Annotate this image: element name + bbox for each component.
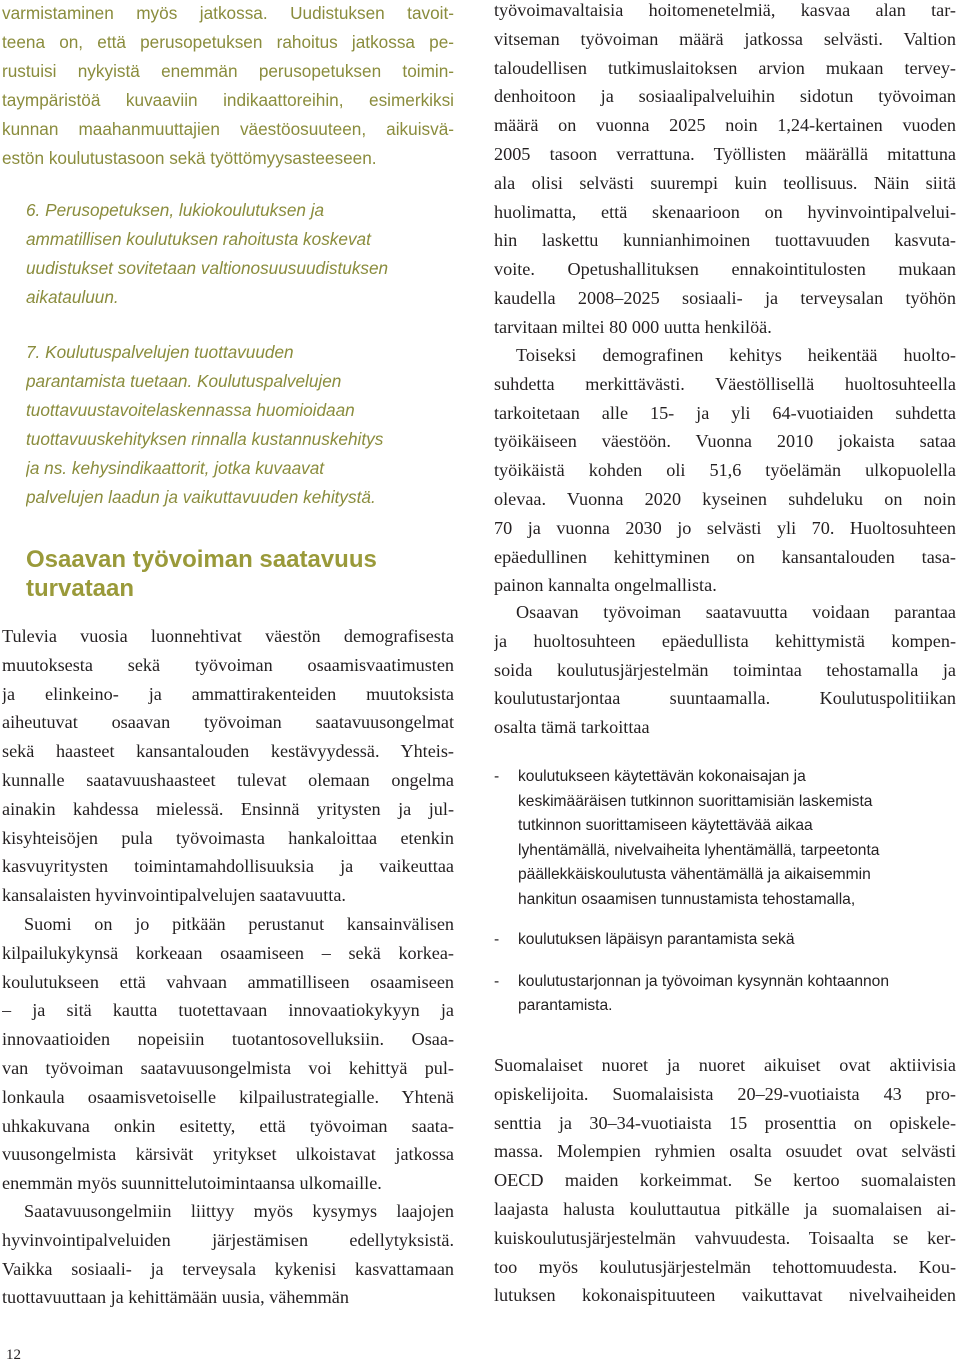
text-line: muutoksesta sekä työvoiman osaamisvaatimusten	[2, 654, 454, 675]
text-line: voite. Opetushallituksen ennakointitulosten mukaan	[494, 259, 956, 280]
text-line: palvelujen laadun ja vaikuttavuuden kehitystä.	[26, 487, 376, 507]
text-line: ja elinkeino- ja ammattirakenteiden muutoksista	[2, 683, 454, 704]
text-line: suhdetta merkittävästi. Väestöllisellä huoltosuhteella	[494, 373, 956, 394]
text-line: epäedullinen kehittyminen on kansantalouden tasa-	[494, 546, 956, 567]
body-paragraph-3	[2, 1197, 454, 1312]
text-line: innovaatioiden nopeisiin tuotantosovelluksiin. Osaa-	[2, 1029, 454, 1050]
text-line: työvoimavaltaisia hoitomenetelmiä, kasvaa alan tar-	[494, 0, 956, 20]
intro-paragraph	[2, 0, 454, 173]
list-item	[494, 928, 956, 953]
text-line: kuiskoulutusjärjestelmän vahvuudesta. Toisaalta se ker-	[494, 1227, 956, 1248]
text-line: denhoitoon ja sosiaalipalveluihin sidotun työvoiman	[494, 86, 956, 107]
text-line: työikäiseen väestöön. Vuonna 2010 jokaista sataa	[494, 431, 956, 452]
text-line: OECD maiden korkeimmat. Se kertoo suomalaisten	[494, 1170, 956, 1191]
text-line: kilpailukykynsä korkeaan osaamiseen – sekä korkea-	[2, 942, 454, 963]
text-line: Vaikka sosiaali- ja terveysala kykenisi kasvattamaan	[2, 1258, 454, 1279]
text-line: päällekkäiskoulutusta vähentämällä ja aikaisemmin	[518, 866, 871, 883]
text-line: ala olisi selvästi suurempi kuin teollisuus. Näin siitä	[494, 172, 956, 193]
text-line: keskimääräisen tutkinnon suorittamisiän laskemista	[518, 792, 873, 810]
text-line: 6. Perusopetuksen, lukiokoulutuksen ja	[26, 200, 325, 220]
text-line: Suomalaiset nuoret ja nuoret aikuiset ovat aktiivisia	[494, 1055, 956, 1075]
text-line: taloudellisen tutkimuslaitoksen arvion mukaan tervey-	[494, 57, 956, 78]
text-line: ammatillisen koulutuksen rahoitusta koskevat	[26, 229, 371, 249]
text-line: Saatavuusongelmiin liittyy myös kysymys laajojen	[24, 1201, 454, 1221]
text-line: tarkoitetaan alle 15- ja yli 64-vuotiaiden suhdetta	[494, 402, 956, 423]
body-paragraph-r2	[494, 341, 956, 600]
text-line: teena on, että perusopetuksen rahoitus jatkossa pe-	[2, 32, 454, 52]
body-paragraph-r4	[494, 1051, 956, 1310]
text-line: rustuisi nykyistä enemmän perusopetuksen toimin-	[2, 61, 454, 81]
text-line: tuottavuuskehityksen rinnalla kustannuskehitys	[26, 429, 384, 449]
text-line: olevaa. Vuonna 2020 kyseinen suhdeluku on noin	[494, 488, 956, 509]
list-item-7	[26, 338, 456, 512]
text-line: 2005 tasoon verrattuna. Työllisten määrällä mitattuna	[494, 143, 956, 164]
text-line: osalta tämä tarkoittaa	[494, 717, 650, 738]
text-line: kunnalle saatavuushaasteet tulevat olemaan ongelma	[2, 769, 454, 790]
text-line: opiskelijoita. Suomalaisista 20–29-vuotiaista 43 pro-	[494, 1083, 956, 1104]
text-line: tuottavuuttaan ja kehittämään uusia, vähemmän	[2, 1287, 349, 1308]
text-line: too myös koulutusjärjestelmän tehottomuudesta. Kou-	[494, 1256, 956, 1277]
text-line: kisyhteisöjen pula työvoimasta hankaloittaa etenkin	[2, 827, 454, 848]
text-line: lonkaula osaamisvetoiselle kilpailustrategialle. Yhtenä	[2, 1086, 454, 1107]
text-line: sekä haasteet kansantalouden kestävyydessä. Yhteis-	[2, 741, 454, 762]
dash-marker: -	[494, 972, 500, 990]
text-line: lutuksen kokonaispituuteen vaikuttavat nivelvaiheiden	[494, 1285, 956, 1306]
list-item-6	[26, 196, 456, 312]
page-number: 12	[6, 1347, 21, 1363]
text-line: määrä on vuonna 2025 noin 1,24-kertainen vuoden	[494, 115, 956, 136]
text-line: varmistaminen myös jatkossa. Uudistuksen tavoit-	[2, 3, 454, 23]
body-paragraph-r3	[494, 598, 956, 742]
text-line: senttia ja 30–34-vuotiaista 15 prosenttia on opiskele-	[494, 1112, 956, 1133]
text-line: huolimatta, että skenaarioon on hyvinvointipalvelui-	[494, 201, 956, 222]
text-line: koulutukseen käytettävän kokonaisajan ja	[518, 768, 806, 785]
body-paragraph-2	[2, 910, 454, 1198]
heading-line: Osaavan työvoiman saatavuus	[26, 546, 377, 573]
text-line: aiheutuvat osaavan työvoiman saatavuusongelmat	[2, 712, 454, 733]
text-line: 70 ja vuonna 2030 jo selvästi yli 70. Huoltosuhteen	[494, 517, 956, 538]
text-line: hyvinvointipalveluiden järjestämisen edellytyksistä.	[2, 1229, 454, 1250]
body-paragraph-r1	[494, 0, 956, 342]
text-line: tutkinnon suorittamiseen käytettävää aikaa	[518, 817, 813, 834]
text-line: aikatauluun.	[26, 287, 119, 307]
text-line: Suomi on jo pitkään perustanut kansainvälisen	[24, 914, 454, 934]
section-heading	[26, 546, 456, 603]
text-line: ja ns. kehysindikaattorit, jotka kuvaavat	[26, 458, 325, 478]
text-line: vuusongelmista kärsivät yritykset ulkoistavat jatkossa	[2, 1144, 454, 1165]
body-paragraph-1	[2, 622, 454, 910]
text-line: massa. Molempien ryhmien osalta osuudet ovat selvästi	[494, 1141, 956, 1162]
text-line: painon kannalta ongelmallista.	[494, 575, 717, 596]
dash-marker: -	[494, 931, 500, 948]
text-line: uudistukset sovitetaan valtionosuusuudistuksen	[26, 258, 389, 278]
text-line: kasvuyritysten toimintamahdollisuuksia ja vaikeuttaa	[2, 856, 454, 877]
text-line: Toiseksi demografinen kehitys heikentää huolto-	[516, 345, 956, 365]
text-line: uhkakuvana onkin esitetty, että työvoiman saata-	[2, 1115, 454, 1136]
text-line: tuottavuustavoitelaskennassa huomioidaan	[26, 400, 355, 420]
list-item	[494, 970, 956, 1019]
text-line: ja huoltosuhteen epäedullista kehittymistä kompen-	[494, 630, 956, 651]
text-line: koulutuksen läpäisyn parantamista sekä	[518, 931, 795, 948]
text-line: enemmän myös suunnittelutoimintaansa ulkomaille.	[2, 1173, 382, 1194]
text-line: tarvitaan miltei 80 000 uutta henkilöä.	[494, 316, 772, 337]
text-line: parantamista.	[518, 997, 613, 1014]
text-line: kansalaisten hyvinvointipalvelujen saatavuutta.	[2, 885, 346, 906]
text-line: Osaavan työvoiman saatavuutta voidaan parantaa	[516, 602, 956, 622]
text-line: van työvoiman saatavuusongelmista voi kehittyä pul-	[2, 1057, 454, 1078]
text-line: 7. Koulutuspalvelujen tuottavuuden	[26, 342, 294, 362]
text-line: koulutukseen että vahvaan ammatilliseen osaamiseen	[2, 971, 454, 992]
text-line: – ja sitä kautta tuotettavaan innovaatiokykyyn ja	[2, 1000, 454, 1021]
dash-marker: -	[494, 768, 500, 785]
text-line: koulutustarjontaa suuntaamalla. Koulutuspolitiikan	[494, 688, 956, 709]
text-line: lyhentämällä, nivelvaiheita lyhentämällä, tarpeetonta	[518, 841, 880, 859]
text-line: Tulevia vuosia luonnehtivat väestön demografisesta	[2, 626, 454, 646]
text-line: hin laskettu kunnianhimoinen tuottavuuden kasvuta-	[494, 230, 956, 251]
text-line: laajasta halusta kouluttautua pitkälle ja suomalaisen ai-	[494, 1198, 956, 1219]
text-line: kaudella 2008–2025 sosiaali- ja terveysalan työhön	[494, 287, 956, 308]
text-line: koulutustarjonnan ja työvoiman kysynnän kohtaannon	[518, 972, 890, 990]
text-line: työikäistä kohden oli 51,6 työelämän ulkopuolella	[494, 460, 956, 481]
heading-line: turvataan	[26, 574, 135, 602]
text-line: kunnan maahanmuuttajien väestöosuuteen, aikuisvä-	[2, 119, 454, 139]
bullet-list	[494, 765, 956, 1019]
text-line: estön koulutustasoon sekä työttömyysasteeseen.	[2, 148, 377, 168]
text-line: ainakin kahdessa mielessä. Ensinnä yritysten ja jul-	[2, 798, 454, 819]
text-line: parantamista tuetaan. Koulutuspalvelujen	[26, 371, 342, 391]
list-item	[494, 765, 956, 912]
text-line: vitseman työvoiman määrä jatkossa selvästi. Valtion	[494, 28, 956, 49]
text-line: soida koulutusjärjestelmän toimintaa tehostamalla ja	[494, 659, 956, 680]
text-line: taympäristöä kuvaaviin indikaattoreihin, esimerkiksi	[2, 90, 454, 110]
text-line: hankitun osaamisen tunnustamista tehostamalla,	[518, 890, 856, 908]
